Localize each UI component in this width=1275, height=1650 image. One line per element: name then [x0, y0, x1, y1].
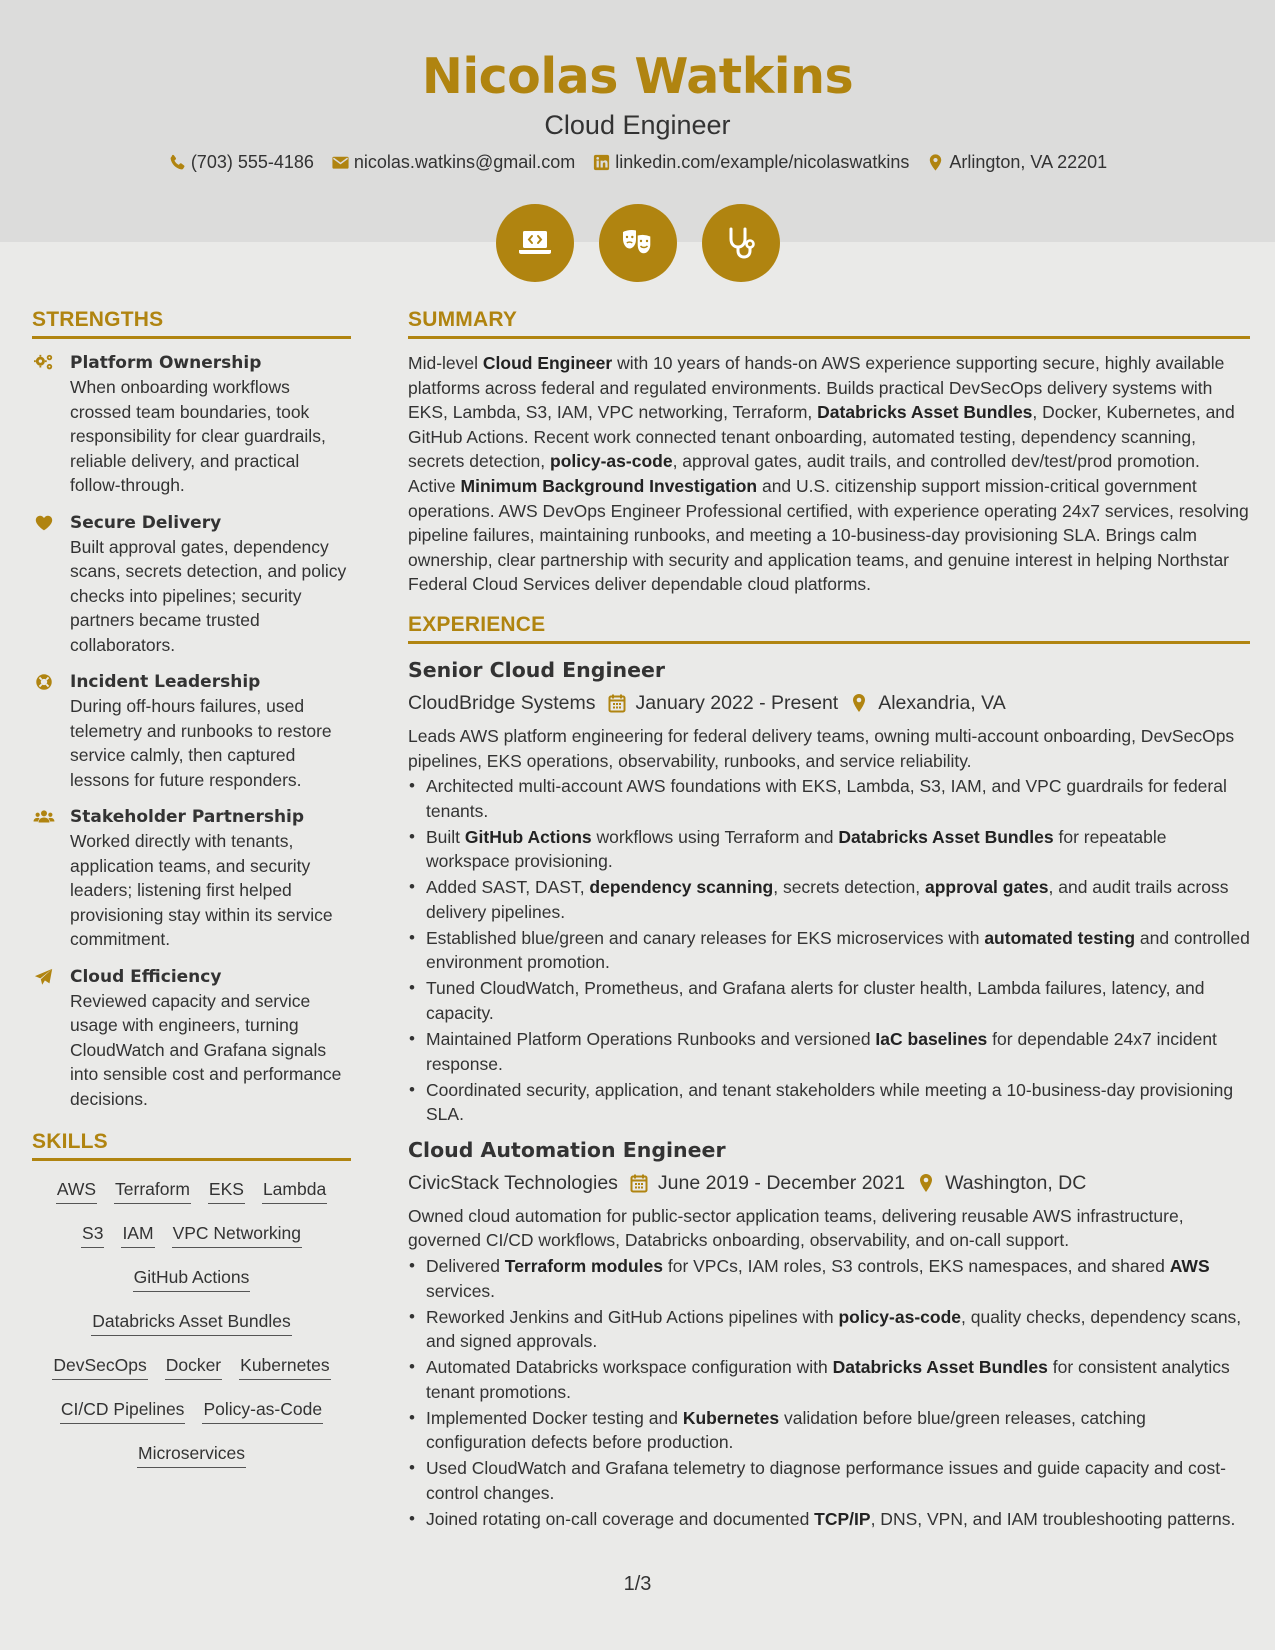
text-segment: Used CloudWatch and Grafana telemetry to diagnose performance issues and guide capacity and cost-control changes. [426, 1458, 1226, 1503]
bold-text: Cloud Engineer [482, 353, 613, 373]
text-segment: , secrets detection, [773, 877, 925, 898]
skill-row [32, 1221, 351, 1248]
interest-badges [0, 204, 1275, 282]
bold-text: approval gates [924, 877, 1049, 898]
bullet-item [408, 926, 1250, 975]
bullet-item [408, 1305, 1250, 1354]
skill-tag: Policy-as-Code [202, 1397, 323, 1424]
heart-icon [33, 513, 55, 533]
right-column [408, 308, 1250, 1533]
text-segment: and controlled environment promotion. [426, 927, 1250, 973]
experience-list [408, 656, 1250, 1532]
bullet-item [408, 1507, 1250, 1532]
skill-row [32, 1177, 351, 1204]
bullet-item [408, 774, 1250, 823]
paper-plane-icon [33, 967, 55, 987]
bold-text: Databricks Asset Bundles [817, 402, 1033, 423]
job-title: Cloud Automation Engineer [408, 1137, 726, 1162]
bold-text: IaC baselines [875, 1029, 988, 1050]
stethoscope-icon [721, 223, 761, 263]
contact-email[interactable] [331, 152, 575, 173]
contact-phone[interactable] [168, 152, 314, 173]
text-segment: Reworked Jenkins and GitHub Actions pipelines with [426, 1306, 839, 1327]
location-text: Arlington, VA 22201 [949, 152, 1108, 172]
skill-tag: DevSecOps [52, 1353, 147, 1380]
job-location: Washington, DC [945, 1171, 1087, 1194]
text-segment: Architected multi-account AWS foundations with EKS, Lambda, S3, IAM, and VPC guardrails for federal tenants. [426, 776, 1227, 821]
text-segment: Delivered [426, 1255, 505, 1276]
text-segment: services. [426, 1280, 496, 1301]
strength-desc: Built approval gates, dependency scans, secrets detection, and policy checks into pipelines; security partners became trusted collaborators. [70, 536, 347, 655]
job-entry [408, 1136, 1250, 1532]
strength-title: Incident Leadership [70, 672, 261, 692]
bold-text: Databricks Asset Bundles [832, 1357, 1048, 1378]
skill-tag: Databricks Asset Bundles [91, 1309, 291, 1336]
strength-title: Stakeholder Partnership [70, 807, 305, 827]
strength-item [32, 965, 351, 1112]
linkedin-text: linkedin.com/example/nicolaswatkins [615, 152, 910, 172]
skill-tag: Docker [165, 1353, 222, 1380]
skill-tag: CI/CD Pipelines [60, 1397, 186, 1424]
candidate-name: Nicolas Watkins [421, 48, 854, 105]
bullet-item [408, 976, 1250, 1025]
job-title: Senior Cloud Engineer [408, 657, 665, 682]
text-segment: Maintained Platform Operations Runbooks and versioned [426, 1029, 876, 1050]
text-segment: , Docker, Kubernetes, and GitHub Actions. Recent work connected tenant onboarding, automated testing, dependency scanning, secrets detection, [408, 402, 1235, 472]
laptop-code-badge [496, 204, 574, 282]
company-name: CloudBridge Systems [408, 691, 596, 714]
strength-title: Cloud Efficiency [70, 966, 222, 987]
text-segment: Mid-level [408, 353, 483, 373]
skill-tag: EKS [208, 1177, 245, 1204]
page-number: 1/3 [623, 1573, 652, 1595]
stethoscope-badge [702, 204, 780, 282]
text-segment: for repeatable workspace provisioning. [426, 826, 1167, 872]
experience-heading: EXPERIENCE [408, 613, 1250, 644]
company-name: CivicStack Technologies [408, 1171, 618, 1194]
strength-desc: Worked directly with tenants, application teams, and security leaders; listening first helped provisioning stay within its service commitment. [70, 831, 333, 949]
left-column [32, 308, 351, 1468]
text-segment: workflows using Terraform and [591, 826, 839, 847]
bullet-item [408, 875, 1250, 924]
skill-tag: VPC Networking [172, 1221, 302, 1248]
bold-text: Minimum Background Investigation [460, 475, 758, 496]
text-segment: , and audit trails across delivery pipelines. [426, 877, 1229, 922]
job-meta [408, 690, 1250, 716]
text-segment: for VPCs, IAM roles, S3 controls, EKS namespaces, and shared [662, 1255, 1170, 1276]
skill-tag: Lambda [262, 1177, 327, 1204]
skill-tag: Microservices [137, 1441, 246, 1468]
laptop-code-icon [515, 223, 555, 263]
bold-text: policy-as-code [550, 451, 673, 472]
bullet-item [408, 1456, 1250, 1505]
text-segment: and U.S. citizenship support mission-critical government operations. AWS DevOps Engineer Professional certified, with experience operating 24x7 services, resolving pipeline failures, maintaining runbooks, and meeting a 10-business-day provisioning SLA. Brings calm ownership, clear partnership with security and application teams, and genuine interest in helping Northstar Federal Cloud Services deliver dependable cloud platforms. [408, 475, 1249, 595]
strength-item [32, 511, 351, 658]
skill-tag: Terraform [114, 1177, 191, 1204]
skills-list [32, 1173, 351, 1468]
text-segment: Automated Databricks workspace configuration with [426, 1357, 833, 1378]
text-segment: Implemented Docker testing and [426, 1407, 683, 1428]
theater-masks-icon [618, 223, 658, 263]
bold-text: AWS [1169, 1255, 1210, 1276]
bullet-item [408, 1027, 1250, 1076]
strength-title: Secure Delivery [70, 512, 222, 533]
bold-text: policy-as-code [838, 1306, 961, 1327]
contact-linkedin[interactable] [592, 152, 909, 173]
strength-item [32, 805, 351, 952]
job-dates: June 2019 - December 2021 [657, 1171, 906, 1194]
map-pin-icon [850, 693, 868, 713]
linkedin-icon [592, 153, 611, 172]
bold-text: automated testing [984, 927, 1136, 948]
strength-desc: Reviewed capacity and service usage with engineers, turning CloudWatch and Grafana signals into sensible cost and performance decisions. [70, 990, 342, 1109]
calendar-icon [608, 693, 626, 713]
job-bullets [408, 1254, 1250, 1531]
strength-item [32, 351, 351, 498]
map-pin-icon [926, 153, 945, 172]
bold-text: Terraform modules [504, 1255, 663, 1276]
bold-text: GitHub Actions [464, 826, 592, 847]
email-text: nicolas.watkins@gmail.com [353, 152, 576, 172]
users-icon [33, 807, 55, 827]
skill-row [32, 1397, 351, 1424]
summary-heading: SUMMARY [408, 308, 1250, 339]
text-segment: for consistent analytics tenant promotions. [426, 1357, 1230, 1402]
strength-desc: When onboarding workflows crossed team boundaries, took responsibility for clear guardrails, reliable delivery, and practical follow-through. [70, 377, 326, 495]
map-pin-icon [917, 1173, 935, 1193]
bullet-item [408, 1078, 1250, 1127]
skill-tag: S3 [81, 1221, 104, 1248]
text-segment: Established blue/green and canary releases for EKS microservices with [426, 927, 985, 948]
skill-row [32, 1265, 351, 1292]
bold-text: Kubernetes [682, 1407, 780, 1428]
job-bullets [408, 774, 1250, 1127]
strength-desc: During off-hours failures, used telemetry and runbooks to restore service calmly, then captured lessons for future responders. [70, 696, 332, 790]
skill-row [32, 1309, 351, 1336]
text-segment: , approval gates, audit trails, and controlled dev/test/prod promotion. Active [408, 451, 1200, 496]
bold-text: Databricks Asset Bundles [838, 826, 1054, 847]
skill-row [32, 1353, 351, 1380]
phone-icon [168, 153, 187, 172]
summary-text [408, 351, 1250, 597]
skill-row [32, 1441, 351, 1468]
phone-text: (703) 555-4186 [190, 152, 314, 172]
strengths-heading: STRENGTHS [32, 308, 351, 339]
theater-masks-badge [599, 204, 677, 282]
job-entry [408, 656, 1250, 1127]
bold-text: dependency scanning [589, 877, 774, 898]
bullet-item [408, 1355, 1250, 1404]
text-segment: Tuned CloudWatch, Prometheus, and Grafana alerts for cluster health, Lambda failures, latency, and capacity. [426, 978, 1205, 1024]
calendar-icon [630, 1173, 648, 1193]
text-segment: , DNS, VPN, and IAM troubleshooting patterns. [870, 1508, 1236, 1529]
text-segment: Built [426, 826, 465, 847]
contact-bar [0, 152, 1275, 173]
job-description: Owned cloud automation for public-sector application teams, delivering reusable AWS infrastructure, governed CI/CD workflows, Databricks onboarding, observability, and on-call support. [408, 1205, 1184, 1251]
strength-title: Platform Ownership [70, 353, 262, 373]
contact-location [926, 152, 1107, 173]
skill-tag: AWS [56, 1177, 97, 1204]
bullet-item [408, 1254, 1250, 1303]
envelope-icon [331, 153, 350, 172]
text-segment: Added SAST, DAST, [426, 877, 590, 898]
skills-heading: SKILLS [32, 1130, 351, 1161]
bullet-item [408, 1406, 1250, 1455]
text-segment: , quality checks, dependency scans, and signed approvals. [426, 1306, 1242, 1352]
text-segment: validation before blue/green releases, catching configuration defects before production. [426, 1407, 1146, 1453]
gears-icon [33, 353, 55, 373]
skill-tag: IAM [121, 1221, 154, 1248]
bullet-item [408, 825, 1250, 874]
skill-tag: GitHub Actions [133, 1265, 251, 1292]
job-dates: January 2022 - Present [635, 691, 839, 714]
skill-tag: Kubernetes [239, 1353, 331, 1380]
job-meta [408, 1170, 1250, 1196]
strength-item [32, 670, 351, 792]
text-segment: Coordinated security, application, and tenant stakeholders while meeting a 10-business-day provisioning SLA. [426, 1079, 1234, 1125]
text-segment: with 10 years of hands-on AWS experience supporting secure, highly available platforms across federal and regulated environments. Builds practical DevSecOps delivery systems with EKS, Lambda, S3, IAM, VPC networking, Terraform, [408, 353, 1225, 423]
job-title-heading: Cloud Engineer [544, 110, 731, 140]
bold-text: TCP/IP [814, 1508, 871, 1529]
text-segment: for dependable 24x7 incident response. [426, 1029, 1217, 1074]
life-ring-icon [33, 672, 55, 692]
job-description: Leads AWS platform engineering for federal delivery teams, owning multi-account onboarding, DevSecOps pipelines, EKS operations, observability, runbooks, and service reliability. [408, 725, 1235, 771]
text-segment: Joined rotating on-call coverage and documented [426, 1508, 815, 1529]
job-location: Alexandria, VA [878, 691, 1006, 714]
